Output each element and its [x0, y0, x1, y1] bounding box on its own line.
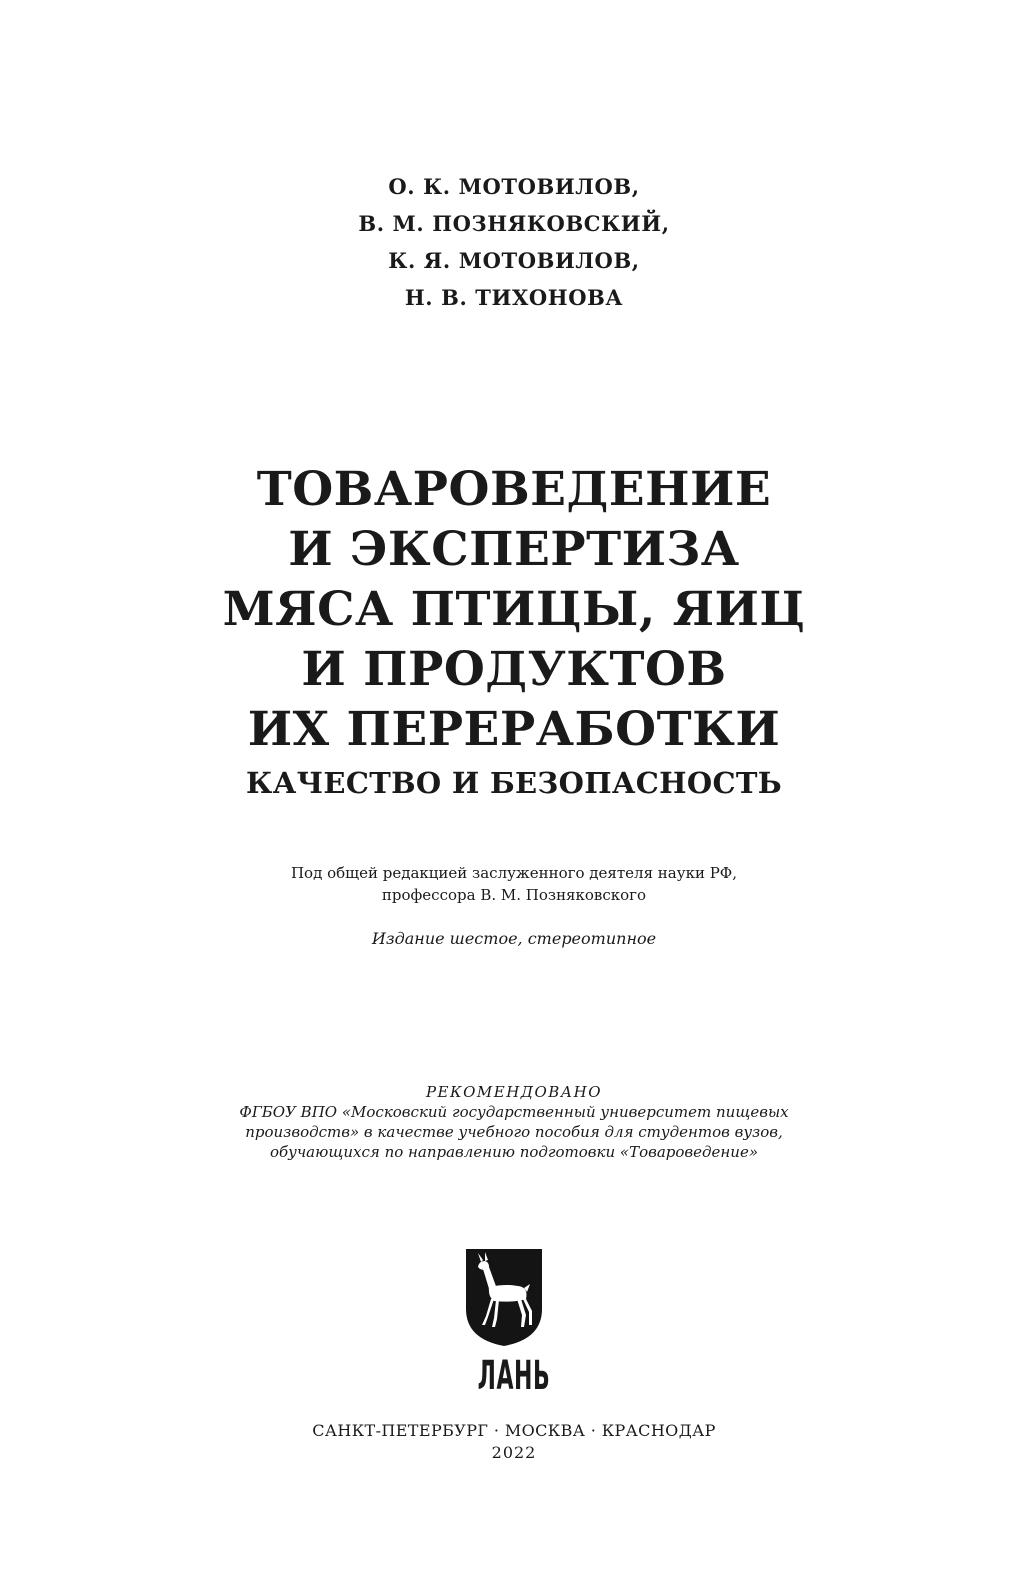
title-line: МЯСА ПТИЦЫ, ЯИЦ	[222, 582, 806, 637]
title-line: ТОВАРОВЕДЕНИЕ	[256, 462, 772, 517]
publisher-cities: САНКТ-ПЕТЕРБУРГ · МОСКВА · КРАСНОДАР	[312, 1421, 716, 1440]
recommendation-line: производств» в качестве учебного пособия для студентов вузов,	[245, 1123, 783, 1141]
author-name: Н. В. ТИХОНОВА	[404, 285, 624, 310]
recommendation-line: ФГБОУ ВПО «Московский государственный университет пищевых	[239, 1103, 789, 1121]
editor-note	[0, 862, 1028, 906]
title-line: И ЭКСПЕРТИЗА	[288, 522, 740, 577]
publisher-name: ЛАНЬ	[477, 1353, 551, 1399]
title-line: ИХ ПЕРЕРАБОТКИ	[247, 702, 781, 757]
book-title	[0, 460, 1028, 804]
title-line: И ПРОДУКТОВ	[301, 642, 727, 697]
authors-block	[0, 168, 1028, 316]
recommendation-line: обучающихся по направлению подготовки «Товароведение»	[269, 1143, 759, 1161]
publication-year: 2022	[491, 1443, 537, 1462]
editor-line: профессора В. М. Позняковского	[381, 886, 647, 904]
editor-line: Под общей редакцией заслуженного деятеля науки РФ,	[290, 864, 738, 882]
edition-note: Издание шестое, стереотипное	[371, 929, 657, 948]
author-name: К. Я. МОТОВИЛОВ,	[388, 248, 640, 273]
author-name: О. К. МОТОВИЛОВ,	[388, 174, 640, 199]
book-subtitle: КАЧЕСТВО И БЕЗОПАСНОСТЬ	[246, 766, 782, 800]
recommendation-heading: РЕКОМЕНДОВАНО	[425, 1083, 603, 1101]
recommendation-block	[0, 1082, 1028, 1162]
author-name: В. М. ПОЗНЯКОВСКИЙ,	[358, 211, 670, 236]
